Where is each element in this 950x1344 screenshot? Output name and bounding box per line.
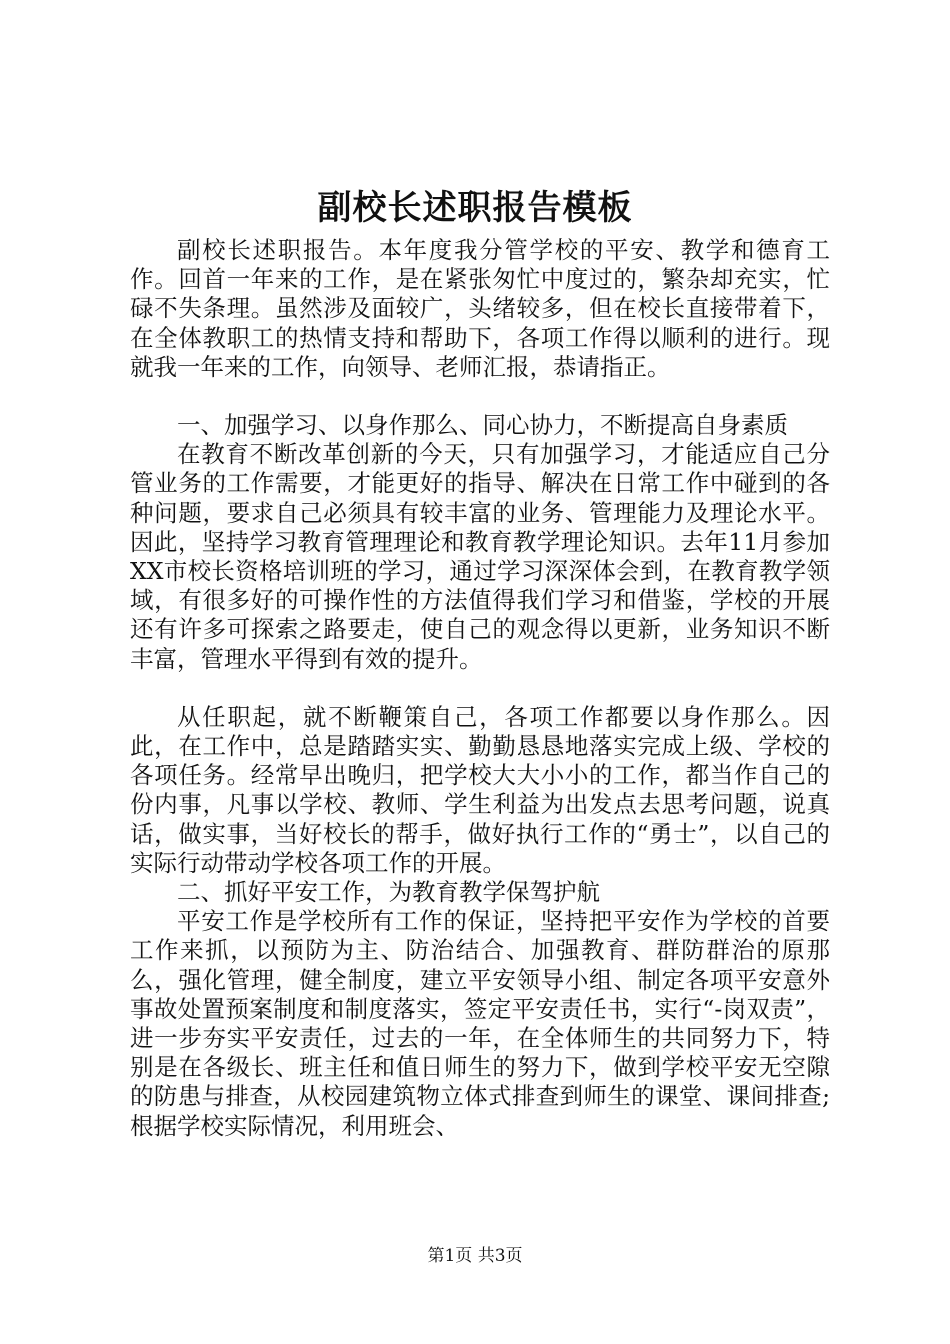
document-title: 副校长述职报告模板 <box>317 188 633 228</box>
page-number-footer: 第1页 共3页 <box>427 1246 523 1266</box>
section-heading-2: 二、抓好平安工作，为教育教学保驾护航 <box>177 878 600 907</box>
intro-paragraph: 副校长述职报告。本年度我分管学校的平安、教学和德育工作。回首一年来的工作，是在紧张匆忙中度过的，繁杂却充实，忙碌不失条理。虽然涉及面较广，头绪较多，但在校长直接带着下，在全体教职工的热情支持和帮助下，各项工作得以顺利的进行。现就我一年来的工作，向领导、老师汇报，恭请指正。 <box>130 236 830 381</box>
section-1-paragraph-2: 从任职起，就不断鞭策自己，各项工作都要以身作那么。因此，在工作中，总是踏踏实实、勤勤恳恳地落实完成上级、学校的各项任务。经常早出晚归，把学校大大小小的工作，都当作自己的份内事，凡事以学校、教师、学生利益为出发点去思考问题，说真话，做实事，当好校长的帮手，做好执行工作的“勇士”，以自己的实际行动带动学校各项工作的开展。 <box>130 702 830 877</box>
section-1-paragraph-1: 在教育不断改革创新的今天，只有加强学习，才能适应自己分管业务的工作需要，才能更好的指导、解决在日常工作中碰到的各种问题，要求自己必须具有较丰富的业务、管理能力及理论水平。因此，坚持学习教育管理理论和教育教学理论知识。去年11月参加XX市校长资格培训班的学习，通过学习深深体会到，在教育教学领域，有很多好的可操作性的方法值得我们学习和借鉴，学校的开展还有许多可探索之路要走，使自己的观念得以更新，业务知识不断丰富，管理水平得到有效的提升。 <box>130 440 830 673</box>
section-2-paragraph-1: 平安工作是学校所有工作的保证，坚持把平安作为学校的首要工作来抓，以预防为主、防治结合、加强教育、群防群治的原那么，强化管理，健全制度，建立平安领导小组、制定各项平安意外事故处置预案制度和制度落实，签定平安责任书，实行“-岗双责”，进一步夯实平安责任，过去的一年，在全体师生的共同努力下，特别是在各级长、班主任和值日师生的努力下，做到学校平安无空隙的防患与排查，从校园建筑物立体式排查到师生的课堂、课间排查;根据学校实际情况，利用班会、 <box>130 907 830 1140</box>
section-heading-1: 一、加强学习、以身作那么、同心协力，不断提高自身素质 <box>177 411 788 440</box>
document-body <box>130 236 830 1141</box>
